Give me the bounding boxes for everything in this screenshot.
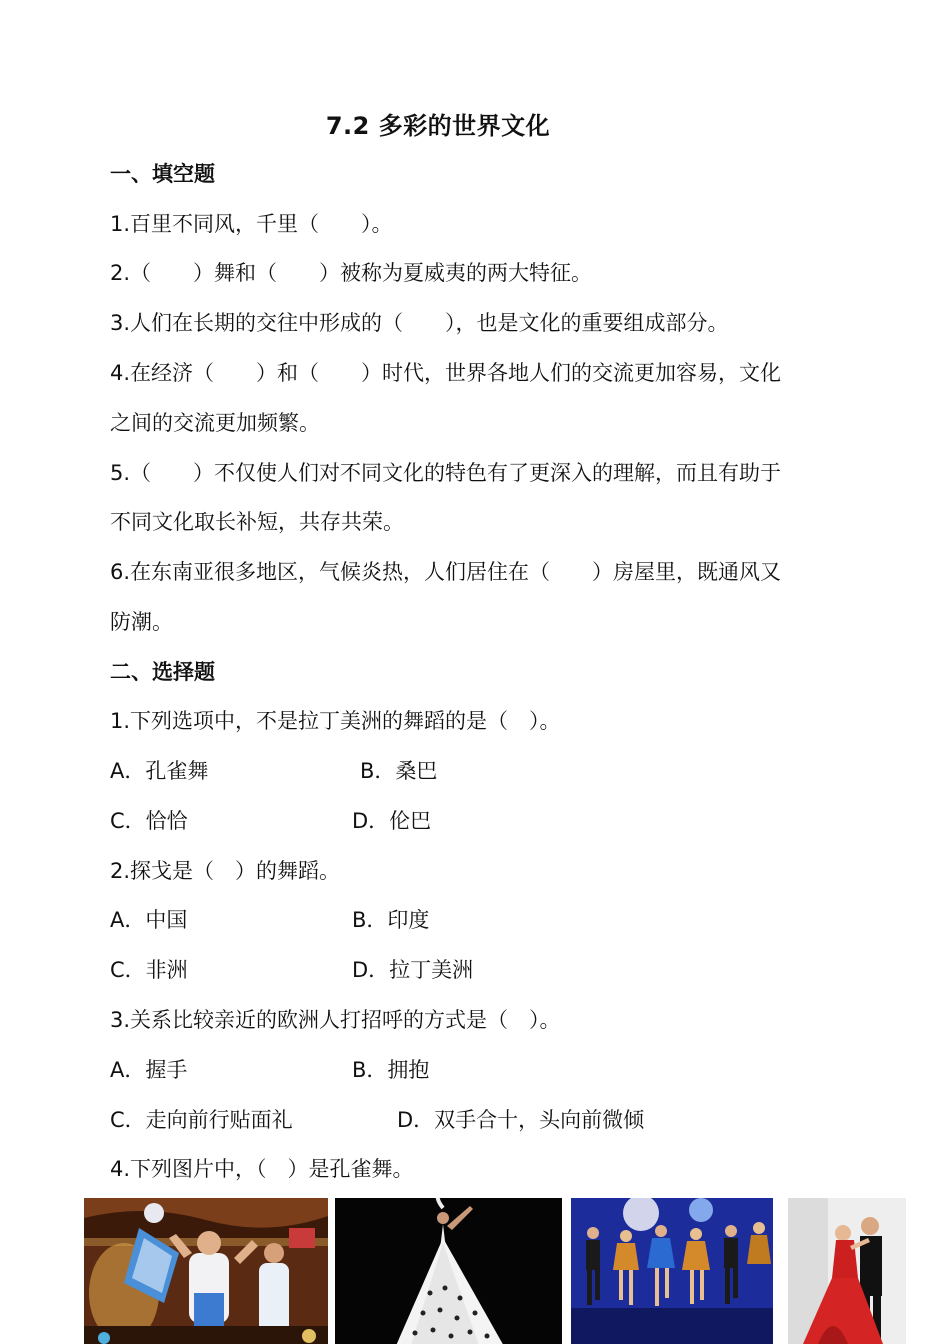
photo-option-troupe-dance[interactable] — [571, 1198, 773, 1344]
fill-blank-question-4-line-2: 之间的交流更加频繁。 — [110, 411, 320, 435]
fill-blank-question-6-line-2: 防潮。 — [110, 610, 173, 634]
choice-question-4-stem: 4.下列图片中，（ ）是孔雀舞。 — [110, 1157, 414, 1181]
section-heading-choice: 二、选择题 — [110, 660, 215, 684]
page-title: 7.2 多彩的世界文化 — [325, 112, 551, 140]
choice-question-1-option-c: C．恰恰 — [110, 809, 188, 833]
fill-blank-question-5-line-2: 不同文化取长补短，共存共荣。 — [110, 510, 404, 534]
choice-question-3-option-d: D．双手合十，头向前微倾 — [397, 1108, 645, 1132]
section-heading-fill-blank: 一、填空题 — [110, 162, 215, 186]
photo-option-folk-costume-dance[interactable] — [84, 1198, 328, 1344]
photo-option-ballroom-dance[interactable] — [788, 1198, 906, 1344]
photo-option-peacock-dance[interactable] — [335, 1198, 562, 1344]
photo-folk-costume-dance-image — [84, 1198, 328, 1344]
fill-blank-question-6-line-1: 6.在东南亚很多地区，气候炎热，人们居住在（ ）房屋里，既通风又 — [110, 560, 782, 584]
photo-peacock-dance-image — [335, 1198, 562, 1344]
photo-troupe-dance-image — [571, 1198, 773, 1344]
choice-question-1-option-a: A．孔雀舞 — [110, 759, 209, 783]
choice-question-2-option-a: A．中国 — [110, 908, 188, 932]
choice-question-3-option-b: B．拥抱 — [352, 1058, 430, 1082]
fill-blank-question-4-line-1: 4.在经济（ ）和（ ）时代，世界各地人们的交流更加容易，文化 — [110, 361, 782, 385]
choice-question-3-option-c: C．走向前行贴面礼 — [110, 1108, 293, 1132]
fill-blank-question-5-line-1: 5.（ ）不仅使人们对不同文化的特色有了更深入的理解，而且有助于 — [110, 461, 782, 485]
choice-question-2-option-c: C．非洲 — [110, 958, 188, 982]
choice-question-2-option-b: B．印度 — [352, 908, 430, 932]
choice-question-1-stem: 1.下列选项中，不是拉丁美洲的舞蹈的是（ ）。 — [110, 709, 561, 733]
choice-question-1-option-b: B．桑巴 — [360, 759, 438, 783]
choice-question-2-stem: 2.探戈是（ ）的舞蹈。 — [110, 859, 341, 883]
fill-blank-question-3: 3.人们在长期的交往中形成的（ ），也是文化的重要组成部分。 — [110, 311, 729, 335]
fill-blank-question-2: 2.（ ）舞和（ ）被称为夏威夷的两大特征。 — [110, 261, 593, 285]
choice-question-3-stem: 3.关系比较亲近的欧洲人打招呼的方式是（ ）。 — [110, 1008, 561, 1032]
fill-blank-question-1: 1.百里不同风，千里（ ）。 — [110, 212, 393, 236]
choice-question-2-option-d: D．拉丁美洲 — [352, 958, 474, 982]
choice-question-1-option-d: D．伦巴 — [352, 809, 432, 833]
choice-question-3-option-a: A．握手 — [110, 1058, 188, 1082]
photo-ballroom-dance-image — [788, 1198, 906, 1344]
